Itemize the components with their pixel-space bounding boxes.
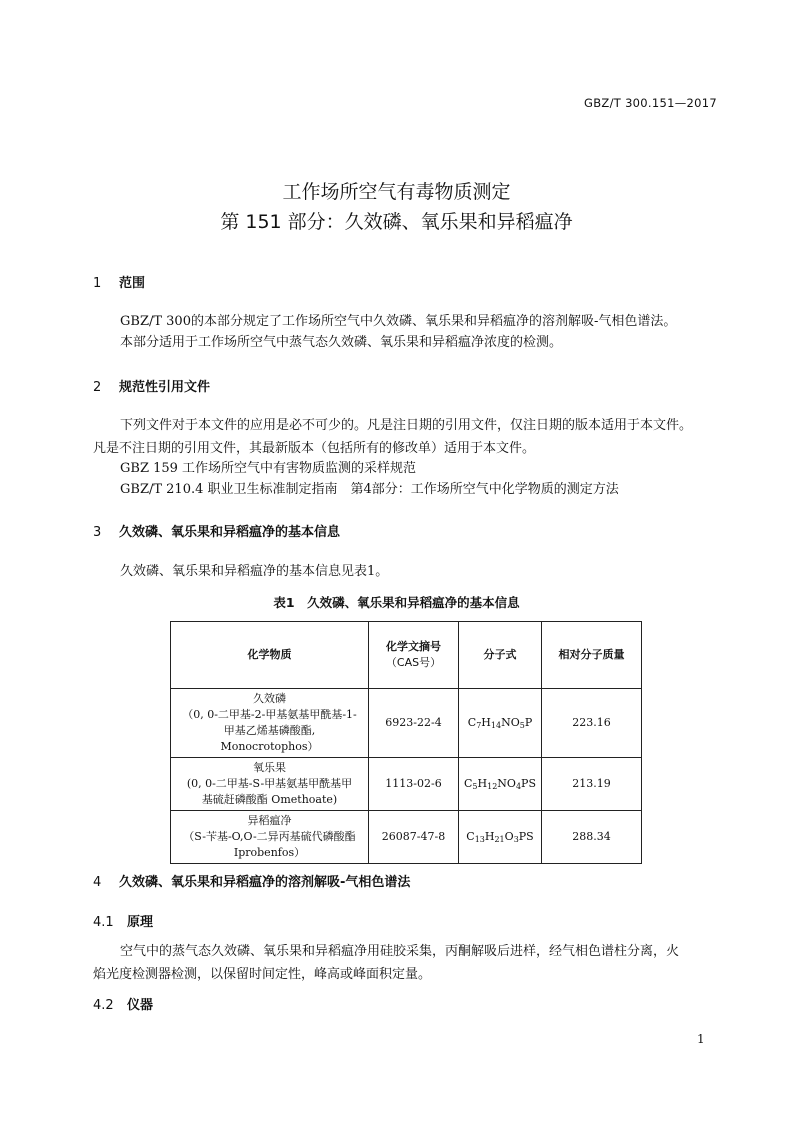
section-number: 4.2 <box>93 998 114 1013</box>
standard-code: GBZ/T 300.151—2017 <box>584 96 717 110</box>
substance-detail-line: Iprobenfos） <box>233 846 306 859</box>
cas-cell: 26087-47-8 <box>369 811 459 864</box>
substance-cell <box>171 689 369 758</box>
table-row <box>171 758 642 811</box>
formula-cell: $C_5H_{12}NO_4PS$ <box>459 758 542 811</box>
header-cas-line-2: （CAS号） <box>385 656 442 669</box>
section-4-heading <box>93 871 410 890</box>
section-1-paragraph-2: 本部分适用于工作场所空气中蒸气态久效磷、氧乐果和异稻瘟净浓度的检测。 <box>120 335 563 350</box>
reference-gbz-159: GBZ 159 工作场所空气中有害物质监测的采样规范 <box>120 461 417 476</box>
section-2-paragraph <box>93 414 718 460</box>
table-row <box>171 811 642 864</box>
paragraph-line: 凡是不注日期的引用文件，其最新版本（包括所有的修改单）适用于本文件。 <box>93 441 536 456</box>
section-4-1-paragraph <box>93 940 718 986</box>
section-4-1-heading <box>93 911 153 930</box>
section-number: 4 <box>93 875 102 890</box>
section-1-heading <box>93 272 145 291</box>
formula-cell: $C_7H_{14}NO_5P$ <box>459 689 542 758</box>
substance-cell <box>171 811 369 864</box>
substance-detail-line: （S-苄基-O,O-二异丙基硫代磷酸酯 <box>183 830 356 843</box>
substance-name: 氧乐果 <box>253 761 286 774</box>
table-row <box>171 689 642 758</box>
section-number: 4.1 <box>93 915 114 930</box>
substance-detail-line: （0, 0-二甲基-2-甲基氨基甲酰基-1- <box>182 708 357 721</box>
mass-cell: 223.16 <box>542 689 642 758</box>
section-1-paragraph-1: GBZ/T 300的本部分规定了工作场所空气中久效磷、氧乐果和异稻瘟净的溶剂解吸-气相色谱法。 <box>120 314 677 329</box>
substance-detail-line: 甲基乙烯基磷酸酯, <box>223 724 316 737</box>
section-number: 3 <box>93 525 102 540</box>
section-title: 久效磷、氧乐果和异稻瘟净的基本信息 <box>119 525 341 540</box>
page-number: 1 <box>697 1032 705 1046</box>
section-2-heading <box>93 376 210 395</box>
section-3-heading <box>93 521 340 540</box>
formula-cell: $C_{13}H_{21}O_3PS$ <box>459 811 542 864</box>
cas-cell: 1113-02-6 <box>369 758 459 811</box>
substance-detail-line: (0, 0-二甲基-S-甲基氨基甲酰基甲 <box>186 777 353 790</box>
header-cas-line-1: 化学文摘号 <box>386 640 441 653</box>
basic-info-table <box>170 621 642 864</box>
mass-cell: 213.19 <box>542 758 642 811</box>
section-title: 久效磷、氧乐果和异稻瘟净的溶剂解吸-气相色谱法 <box>119 875 411 890</box>
header-substance: 化学物质 <box>171 622 369 689</box>
title-line-1: 工作场所空气有毒物质测定 <box>282 181 511 203</box>
substance-detail-line: Monocrotophos） <box>220 740 319 753</box>
reference-gbz-t-210-4: GBZ/T 210.4 职业卫生标准制定指南 第4部分：工作场所空气中化学物质的测定方法 <box>120 482 619 497</box>
section-title: 仪器 <box>127 998 154 1013</box>
table-header-row <box>171 622 642 689</box>
section-title: 范围 <box>119 276 146 291</box>
substance-cell <box>171 758 369 811</box>
cas-cell: 6923-22-4 <box>369 689 459 758</box>
section-4-2-heading <box>93 994 153 1013</box>
section-title: 原理 <box>127 915 154 930</box>
header-mass: 相对分子质量 <box>542 622 642 689</box>
header-formula: 分子式 <box>459 622 542 689</box>
mass-cell: 288.34 <box>542 811 642 864</box>
section-title: 规范性引用文件 <box>119 380 211 395</box>
paragraph-line: 空气中的蒸气态久效磷、氧乐果和异稻瘟净用硅胶采集，丙酮解吸后进样，经气相色谱柱分离，火 <box>120 944 680 959</box>
section-3-paragraph: 久效磷、氧乐果和异稻瘟净的基本信息见表1。 <box>120 564 389 579</box>
title-line-2: 第 151 部分：久效磷、氧乐果和异稻瘟净 <box>220 211 573 233</box>
section-number: 1 <box>93 276 102 291</box>
substance-detail-line: 基硫赶磷酸酯 Omethoate) <box>201 793 338 806</box>
table-caption: 表1 久效磷、氧乐果和异稻瘟净的基本信息 <box>273 595 520 610</box>
section-number: 2 <box>93 380 102 395</box>
header-cas <box>369 622 459 689</box>
substance-name: 异稻瘟净 <box>247 814 292 827</box>
paragraph-line: 焰光度检测器检测，以保留时间定性，峰高或峰面积定量。 <box>93 967 432 982</box>
paragraph-line: 下列文件对于本文件的应用是必不可少的。凡是注日期的引用文件，仅注日期的版本适用于本文件。 <box>120 418 693 433</box>
substance-name: 久效磷 <box>253 692 286 705</box>
